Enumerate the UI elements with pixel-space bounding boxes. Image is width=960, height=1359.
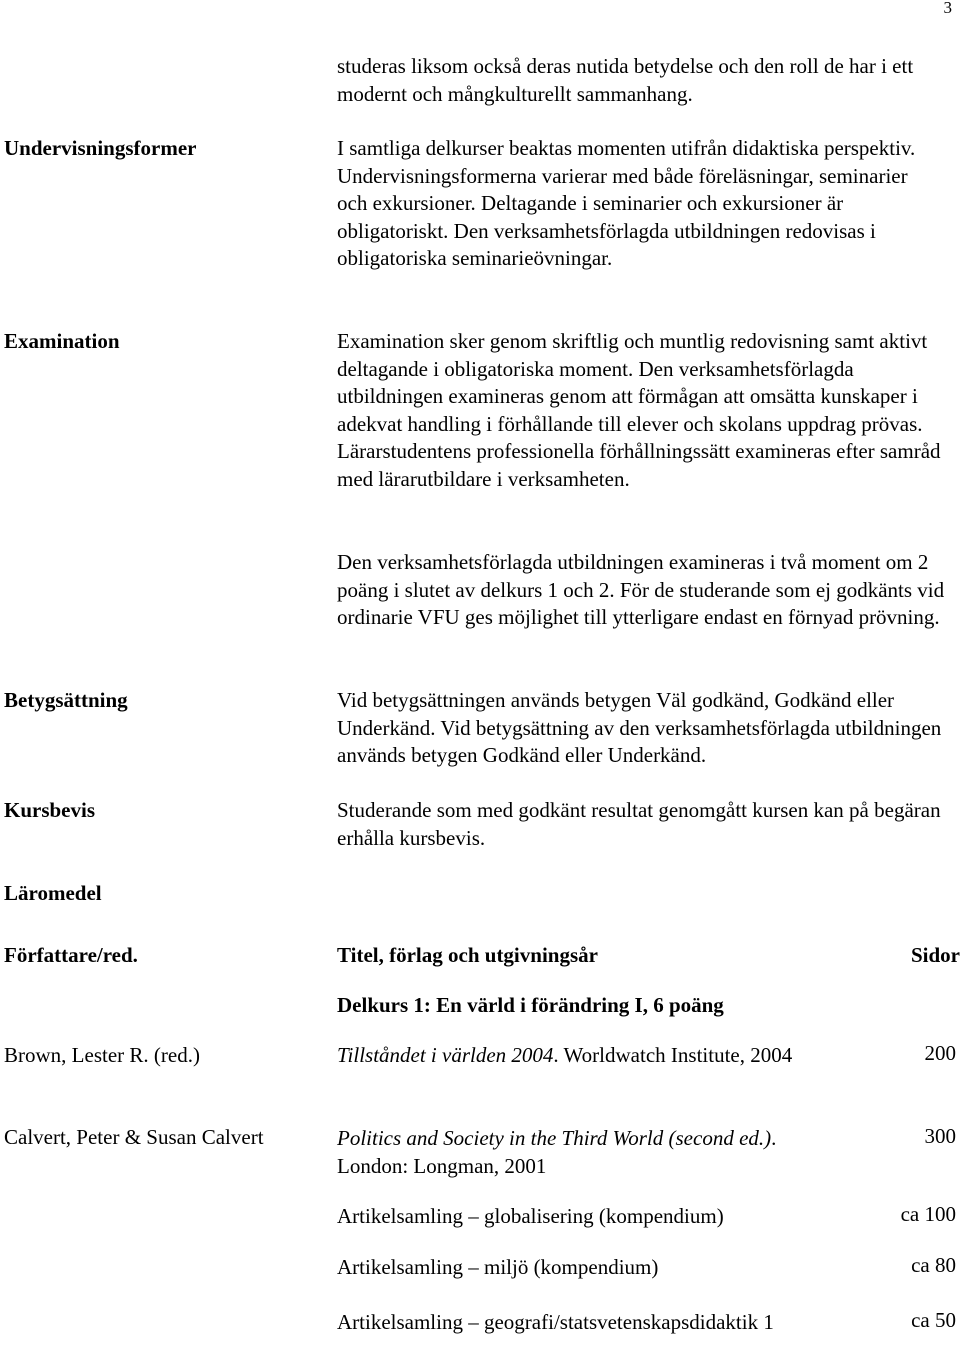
entry-title: Artikelsamling – miljö (kompendium): [337, 1255, 659, 1279]
column-header-title: Titel, förlag och utgivningsår: [337, 943, 598, 967]
entry-title-italic: Politics and Society in the Third World (second ed.): [337, 1126, 772, 1150]
entry-title: [337, 1125, 817, 1180]
examination-text-1: Examination sker genom skriftlig och muntlig redovisning samt aktivt deltagande i obligatoriska moment. Den verksamhetsförlagda utbildningen examineras genom att förmågan att omsätta kunskaper i adekvat handling i förhållande till elever och skolans uppdrag prövas. Lärarstudentens professionella förhållningssätt examineras efter samråd med lärarutbildare i verksamheten.: [337, 329, 941, 491]
section-label-betygsattning: Betygsättning: [4, 688, 128, 712]
entry-title: Artikelsamling – globalisering (kompendium): [337, 1204, 724, 1228]
intro-paragraph: studeras liksom också deras nutida betydelse och den roll de har i ett modernt och mångkulturellt sammanhang.: [337, 54, 914, 106]
entry-title-italic: Tillståndet i världen 2004: [337, 1043, 554, 1067]
entry-title-publisher: . Worldwatch Institute, 2004: [553, 1043, 793, 1067]
page-number: 3: [943, 0, 952, 17]
literature-heading: Läromedel: [4, 881, 102, 905]
section-label-kursbevis: Kursbevis: [4, 798, 96, 822]
entry-pages: ca 100: [900, 1202, 956, 1226]
undervisningsformer-text: I samtliga delkurser beaktas momenten utifrån didaktiska perspektiv. Undervisningsformerna varierar med både föreläsningar, seminarier och exkursioner. Deltagande i seminarier och exkursioner är obligatoriskt. Den verksamhetsförlagda utbildningen redovisas i obligatoriska seminarieövningar.: [337, 136, 916, 270]
entry-title: [337, 1042, 817, 1070]
entry-pages: ca 50: [911, 1308, 956, 1332]
column-header-author: Författare/red.: [4, 943, 138, 967]
betygsattning-text: Vid betygsättningen används betygen Väl godkänd, Godkänd eller Underkänd. Vid betygsättning av den verksamhetsförlagda utbildningen används betygen Godkänd eller Underkänd.: [337, 688, 942, 767]
entry-pages: ca 80: [911, 1253, 956, 1277]
entry-author: Brown, Lester R. (red.): [4, 1043, 200, 1067]
section-label-undervisningsformer: Undervisningsformer: [4, 136, 197, 160]
entry-pages: 200: [924, 1041, 956, 1065]
delkurs-subheading: Delkurs 1: En värld i förändring I, 6 poäng: [337, 993, 724, 1017]
section-label-examination: Examination: [4, 329, 120, 353]
entry-author: Calvert, Peter & Susan Calvert: [4, 1125, 264, 1149]
entry-pages: 300: [924, 1124, 956, 1148]
entry-title: Artikelsamling – geografi/statsvetenskapsdidaktik 1: [337, 1310, 774, 1334]
entry-title-publisher: . London: Longman, 2001: [337, 1126, 777, 1178]
column-header-pages: Sidor: [910, 943, 960, 967]
kursbevis-text: Studerande som med godkänt resultat genomgått kursen kan på begäran erhålla kursbevis.: [337, 798, 941, 850]
examination-text-2: Den verksamhetsförlagda utbildningen examineras i två moment om 2 poäng i slutet av delkurs 1 och 2. För de studerande som ej godkänts vid ordinarie VFU ges möjlighet till ytterligare endast en förnyad prövning.: [337, 550, 945, 629]
